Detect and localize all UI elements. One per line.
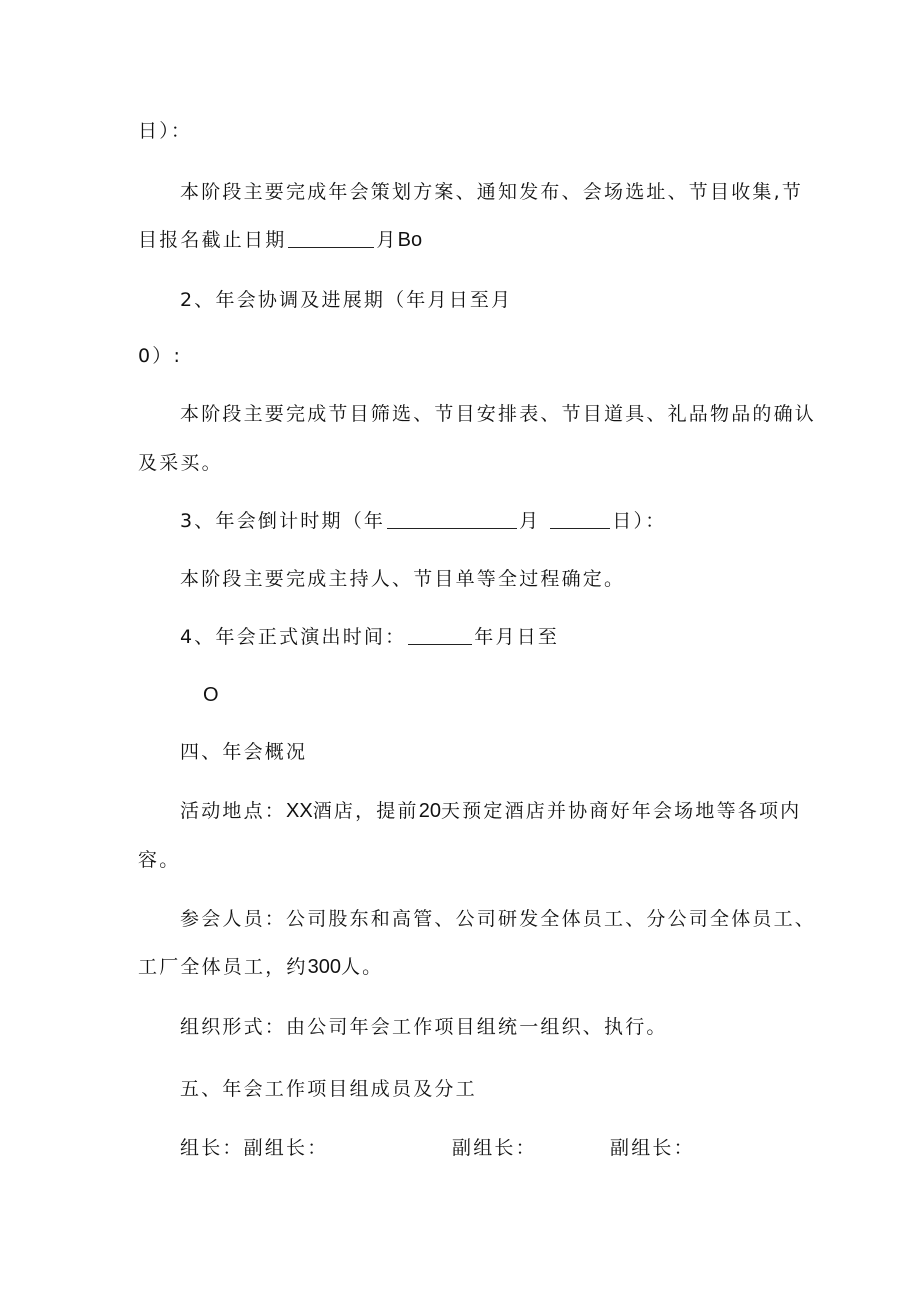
line-13-text-e: 天预定酒店并协商好年会场地等各项内 — [440, 800, 802, 822]
line-13-text-c: 酒店，提前 — [312, 800, 419, 822]
fill-blank — [408, 626, 472, 645]
fill-blank — [550, 510, 610, 529]
line-9: 本阶段主要完成主持人、节目单等全过程确定。 — [180, 568, 626, 590]
fill-blank — [288, 229, 374, 248]
line-13-text-a: 活动地点： — [180, 800, 287, 822]
line-3-text-c: Bo — [397, 229, 423, 251]
line-8-text-a: 3、年会倒计时期（年 — [180, 510, 386, 532]
line-15: 参会人员：公司股东和高管、公司研发全体员工、分公司全体员工、 — [180, 908, 817, 930]
line-13-text-b: XX — [286, 800, 313, 822]
line-13 — [180, 799, 801, 823]
line-7: 及采买。 — [138, 452, 223, 474]
line-10 — [180, 625, 559, 649]
line-2: 本阶段主要完成年会策划方案、通知发布、会场选址、节目收集,节 — [180, 181, 804, 203]
line-3-text-b: 月 — [376, 229, 398, 251]
line-3-text-a: 目报名截止日期 — [138, 229, 287, 251]
line-4: 2、年会协调及进展期（年月日至月 — [180, 289, 513, 311]
fill-blank — [387, 510, 517, 529]
line-18: 五、年会工作项目组成员及分工 — [180, 1078, 477, 1100]
line-19c: 副组长： — [610, 1137, 695, 1159]
line-16-text-c: 人。 — [340, 956, 384, 978]
line-8 — [180, 509, 666, 533]
line-10-text-a: 4、年会正式演出时间： — [180, 626, 407, 648]
line-16-text-a: 工厂全体员工，约 — [138, 956, 308, 978]
line-12: 四、年会概况 — [180, 741, 308, 763]
line-10-text-b: 年月日至 — [474, 626, 560, 648]
line-3 — [138, 228, 422, 252]
line-16 — [138, 955, 383, 979]
line-19b: 副组长： — [452, 1137, 537, 1159]
line-1: 日）： — [138, 120, 193, 142]
line-5: 0）: — [138, 345, 183, 367]
line-8-text-c: 日）： — [612, 510, 667, 532]
line-19a: 组长：副组长： — [180, 1137, 329, 1159]
line-6: 本阶段主要完成节目筛选、节目安排表、节目道具、礼品物品的确认 — [180, 403, 817, 425]
line-14: 容。 — [138, 849, 181, 871]
line-17: 组织形式：由公司年会工作项目组统一组织、执行。 — [180, 1016, 668, 1038]
line-13-text-d: 20 — [418, 800, 441, 822]
line-8-text-b: 月 — [519, 510, 541, 532]
line-11: O — [203, 684, 219, 706]
line-16-text-b: 300 — [307, 956, 341, 978]
